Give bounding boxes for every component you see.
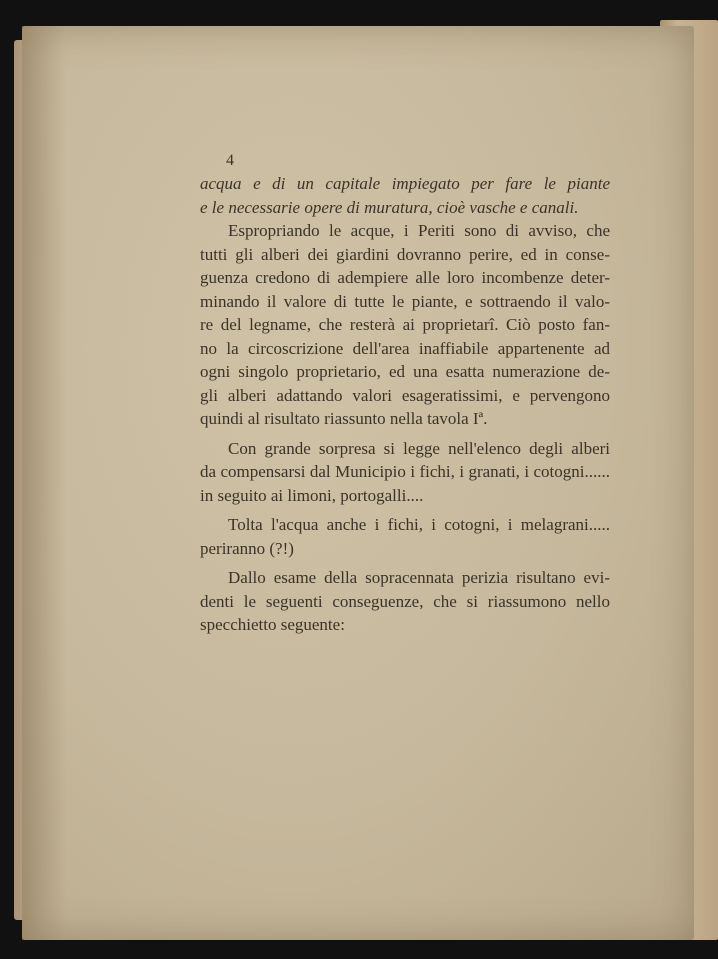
text-line: da compensarsi dal Municipio i fichi, i granati, i cotogni......	[200, 462, 610, 481]
text-line: guenza credono di adempiere alle loro incombenze deter-	[200, 268, 610, 287]
text-line: minando il valore di tutte le piante, e sottraendo il valo-	[200, 291, 610, 311]
text-line: no la circoscrizione dell'area inaffiabile appartenente ad	[200, 338, 610, 358]
text-line: quindi al risultato riassunto nella tavola Iª.	[200, 409, 488, 428]
text-line: specchietto seguente:	[200, 615, 345, 634]
text-line: Con grande sorpresa si legge nell'elenco degli alberi	[228, 438, 610, 458]
text-line: gli alberi adattando valori esageratissimi, e pervengono	[200, 385, 610, 405]
text-line: in seguito ai limoni, portogalli....	[200, 485, 424, 505]
text-line: Dallo esame della sopracennata perizia risultano evi-	[228, 568, 610, 587]
text-line: re del legname, che resterà ai proprietarî. Ciò posto fan-	[200, 315, 610, 334]
text-line: e le necessarie opere di muratura, cioè vasche e canali.	[200, 197, 579, 217]
text-line: denti le seguenti conseguenze, che si riassumono nello	[200, 591, 610, 611]
page-fold-shadow	[22, 26, 66, 940]
text-line: Tolta l'acqua anche i fichi, i cotogni, i melagrani.....	[228, 515, 610, 534]
text-line: Espropriando le acque, i Periti sono di avviso, che	[228, 221, 610, 240]
text-line: ogni singolo proprietario, ed una esatta numerazione de-	[200, 362, 610, 381]
text-line: acqua e di un capitale impiegato per fare le piante	[200, 174, 610, 193]
body-text	[200, 150, 610, 637]
page-number: 4	[226, 152, 234, 169]
text-line: tutti gli alberi dei giardini dovranno perire, ed in conse-	[200, 244, 610, 264]
text-line: periranno (?!)	[200, 538, 294, 558]
